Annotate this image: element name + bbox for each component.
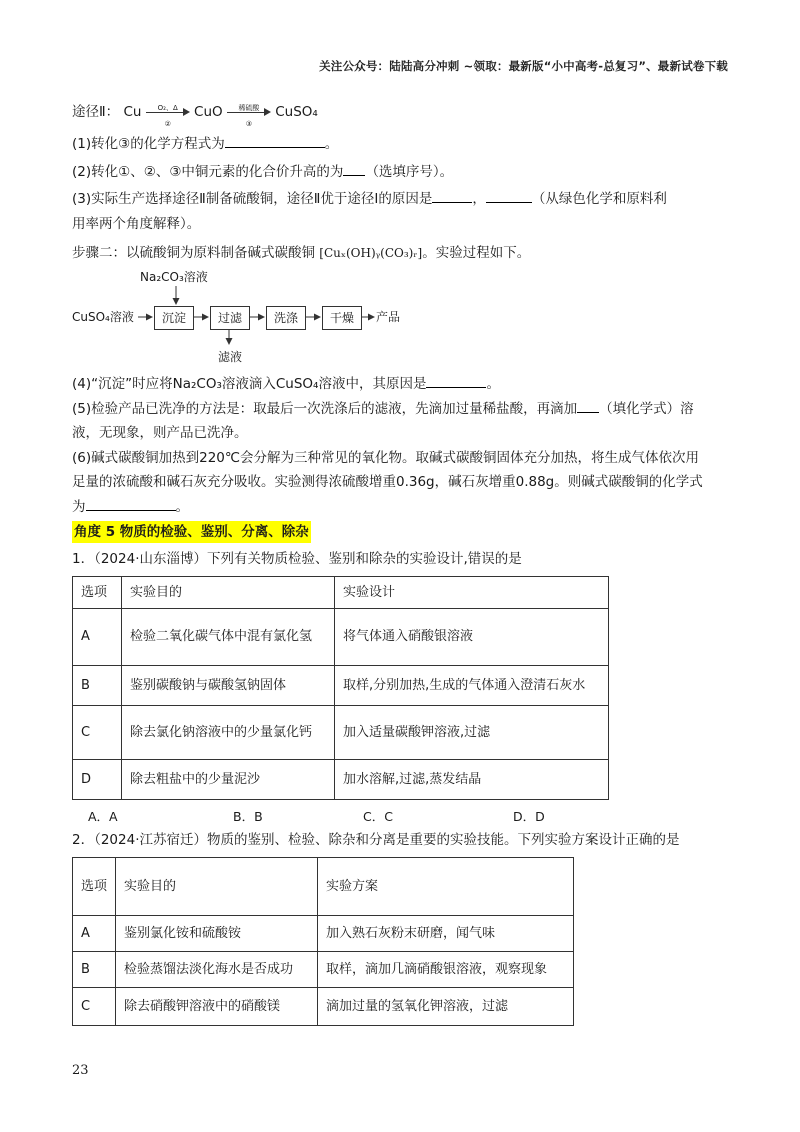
- step-2-intro: 步骤二：以硫酸铜为原料制备碱式碳酸铜 [Cuₓ(OH)ᵧ(CO₃)ᵣ]。实验过程如下。: [72, 245, 531, 261]
- route-label: 途径Ⅱ：: [72, 104, 120, 120]
- option-a[interactable]: A．A: [88, 809, 118, 824]
- flow-step-filter: 过滤: [210, 306, 250, 330]
- answer-blank[interactable]: [86, 496, 176, 511]
- basic-copper-carbonate-formula: [Cuₓ(OH)ᵧ(CO₃)ᵣ]: [319, 246, 423, 260]
- table-row: C 除去硝酸钾溶液中的硝酸镁 滴加过量的氢氧化钾溶液，过滤: [73, 988, 574, 1026]
- mc2-stem: 2．（2024·江苏宿迁）物质的鉴别、检验、除杂和分离是重要的实验技能。下列实验方案设计正确的是: [72, 832, 680, 848]
- answer-blank[interactable]: [343, 161, 365, 176]
- table-row: A 检验二氧化碳气体中混有氯化氢 将气体通入硝酸银溶液: [73, 609, 609, 666]
- table-row: B 鉴别碳酸钠与碳酸氢钠固体 取样,分别加热,生成的气体通入澄清石灰水: [73, 666, 609, 706]
- section-heading: 角度 5 物质的检验、鉴别、分离、除杂: [72, 521, 311, 543]
- route-2-line: [72, 102, 732, 128]
- flow-product-label: 产品: [376, 310, 401, 324]
- mc1-table: [72, 576, 609, 800]
- question-6-end: 为 。: [72, 496, 732, 518]
- process-flow-diagram: [72, 268, 492, 368]
- question-6: (6)碱式碳酸铜加热到220℃会分解为三种常见的氧化物。取碱式碳酸铜固体充分加热，将生成气体依次用: [72, 450, 700, 466]
- table-row: C 除去氯化钠溶液中的少量氯化钙 加入适量碳酸钾溶液,过滤: [73, 706, 609, 760]
- mc2-table: [72, 857, 574, 1026]
- table-row: A 鉴别氯化铵和硫酸铵 加入熟石灰粉末研磨，闻气味: [73, 916, 574, 952]
- answer-blank[interactable]: [432, 188, 472, 203]
- question-6-cont: 足量的浓硫酸和碱石灰充分吸收。实验测得浓硫酸增重0.36g，碱石灰增重0.88g。则碱式碳酸铜的化学式: [72, 474, 703, 490]
- question-1: (1)转化③的化学方程式为 。: [72, 133, 732, 155]
- flow-feed-label: CuSO₄溶液: [72, 310, 134, 324]
- table-header-row: 选项 实验目的 实验方案: [73, 858, 574, 916]
- answer-blank[interactable]: [225, 133, 325, 148]
- flow-filtrate-label: 滤液: [218, 350, 243, 364]
- flow-step-dry: 干燥: [322, 306, 362, 330]
- option-d[interactable]: D．D: [513, 809, 545, 824]
- question-5: (5)检验产品已洗净的方法是：取最后一次洗涤后的滤液，先滴加过量稀盐酸，再滴加 （填化学式）溶: [72, 398, 732, 420]
- route-end: CuSO₄: [275, 104, 318, 120]
- reaction-arrow-2: O₂、Δ ②: [146, 105, 190, 119]
- table-row: B 检验蒸馏法淡化海水是否成功 取样，滴加几滴硝酸银溶液，观察现象: [73, 952, 574, 988]
- flow-step-precipitate: 沉淀: [154, 306, 194, 330]
- question-3: (3)实际生产选择途径Ⅱ制备硫酸铜，途径Ⅱ优于途径Ⅰ的原因是 ， （从绿色化学和原料利: [72, 188, 732, 210]
- option-c[interactable]: C．C: [363, 809, 393, 824]
- reaction-arrow-3: 稀硫酸 ③: [227, 105, 271, 119]
- table-row: D 除去粗盐中的少量泥沙 加水溶解,过滤,蒸发结晶: [73, 760, 609, 800]
- mc1-stem: 1．（2024·山东淄博）下列有关物质检验、鉴别和除杂的实验设计,错误的是: [72, 551, 522, 567]
- page-number: 23: [72, 1063, 89, 1078]
- question-3-cont: 用率两个角度解释）。: [72, 216, 201, 232]
- option-b[interactable]: B．B: [233, 809, 263, 824]
- page-header-banner: 关注公众号：陆陆高分冲刺 ~领取：最新版“小中高考-总复习”、最新试卷下载: [319, 59, 728, 73]
- flow-reagent-label: Na₂CO₃溶液: [140, 270, 208, 284]
- question-2: (2)转化①、②、③中铜元素的化合价升高的为 （选填序号）。: [72, 161, 732, 183]
- route-start: Cu: [123, 104, 142, 120]
- question-4: (4)“沉淀”时应将Na₂CO₃溶液滴入CuSO₄溶液中，其原因是 。: [72, 373, 732, 395]
- flow-step-wash: 洗涤: [266, 306, 306, 330]
- answer-blank[interactable]: [426, 373, 486, 388]
- table-header-row: 选项 实验目的 实验设计: [73, 577, 609, 609]
- route-mid: CuO: [194, 104, 223, 120]
- answer-blank[interactable]: [486, 188, 532, 203]
- question-5-cont: 液，无现象，则产品已洗净。: [72, 425, 248, 441]
- answer-blank[interactable]: [577, 398, 599, 413]
